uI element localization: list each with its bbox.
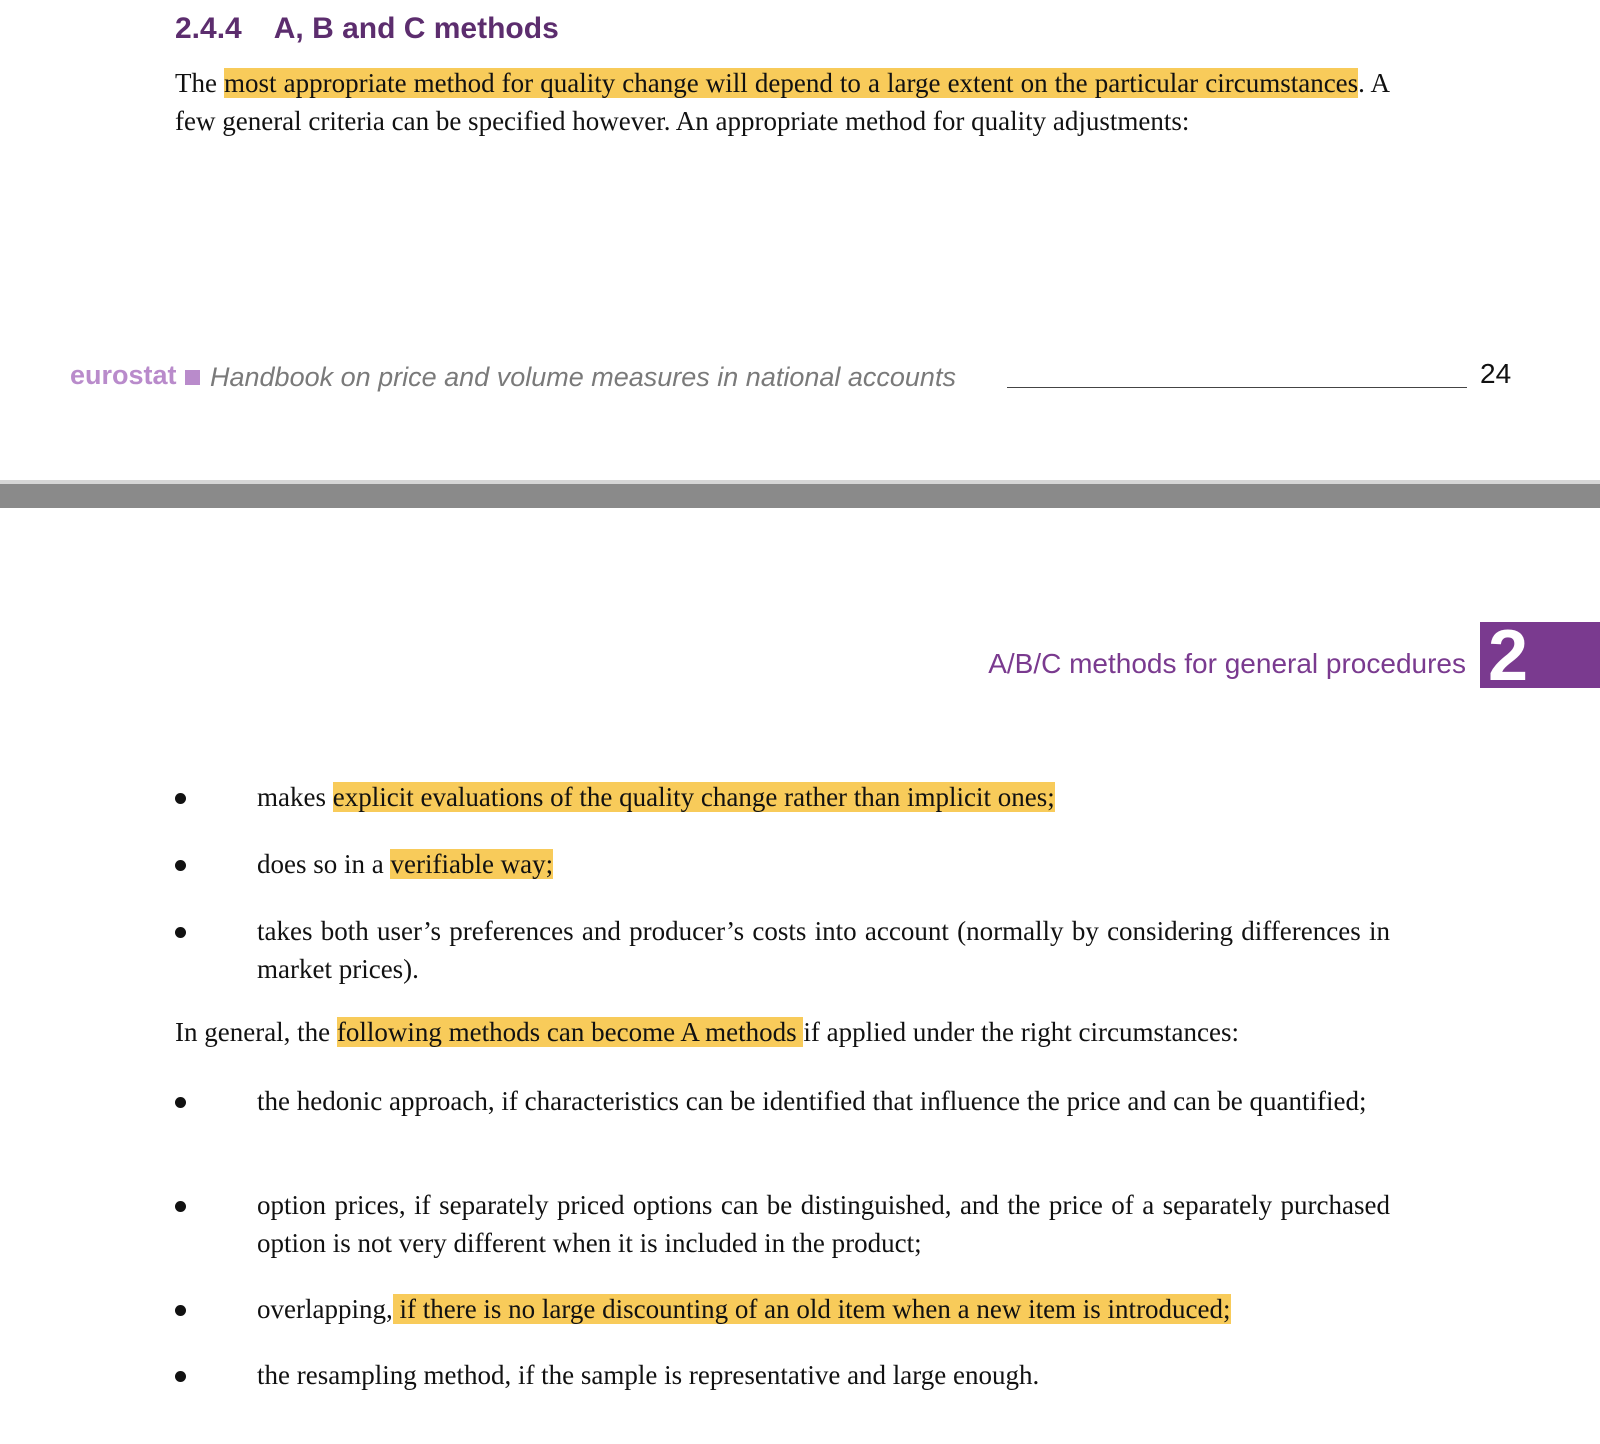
intro-text-start: The [175, 68, 225, 98]
section-heading [175, 12, 559, 46]
intro-paragraph [175, 64, 1390, 140]
page-number: 24 [1480, 358, 1512, 389]
list-item-text: the resampling method, if the sample is representative and large enough. [257, 1360, 1040, 1390]
section-number: 2.4.4 [175, 12, 242, 45]
general-paragraph [175, 1013, 1390, 1051]
list-item-text: the hedonic approach, if characteristics can be identified that influence the price and can be quantified; [257, 1086, 1367, 1116]
list-item-text: does so in a [257, 849, 391, 879]
document-page-24 [0, 0, 1600, 480]
chapter-tab [1480, 616, 1600, 696]
bullet-icon [175, 927, 186, 938]
bullet-icon [175, 1097, 186, 1108]
document-page-25 [0, 508, 1600, 1444]
bullet-icon [175, 860, 186, 871]
list-item-text: option prices, if separately priced options can be distinguished, and the price of a separately purchased option is not very different when it is included in the product; [257, 1190, 1390, 1258]
bullet-icon [175, 1305, 186, 1316]
section-title: A, B and C methods [273, 12, 559, 45]
list-item-text: takes both user’s preferences and producer’s costs into account (normally by considering differences in market prices). [257, 916, 1390, 984]
chapter-title: A/B/C methods for general procedures [988, 648, 1466, 679]
bullet-icon [175, 1371, 186, 1382]
footer-title: Handbook on price and volume measures in national accounts [210, 362, 956, 392]
bullet-icon [175, 793, 186, 804]
footer-rule [1007, 387, 1467, 388]
page-separator [0, 480, 1600, 508]
intro-highlight: most appropriate method for quality change will depend to a large extent on the particular circumstances [224, 68, 1359, 98]
list-item-highlight: if there is no large discounting of an old item when a new item is introduced; [392, 1294, 1231, 1324]
list-item-text: makes [257, 782, 333, 812]
general-highlight: following methods can become A methods [336, 1017, 804, 1047]
general-text-start: In general, the [175, 1017, 337, 1047]
bullet-icon [175, 1201, 186, 1212]
eurostat-logo: eurostat [70, 360, 177, 390]
list-item-highlight: verifiable way; [390, 849, 554, 879]
chapter-number: 2 [1488, 616, 1529, 696]
page-footer [70, 360, 1520, 400]
list-item-highlight: explicit evaluations of the quality change rather than implicit ones; [332, 782, 1055, 812]
general-text-end: if applied under the right circumstances: [803, 1017, 1239, 1047]
square-bullet-icon [185, 370, 200, 385]
list-item-text: overlapping, [257, 1294, 393, 1324]
intro-text-end: . A few general criteria can be specified however. An appropriate method for quality adjustments: [175, 68, 1390, 136]
